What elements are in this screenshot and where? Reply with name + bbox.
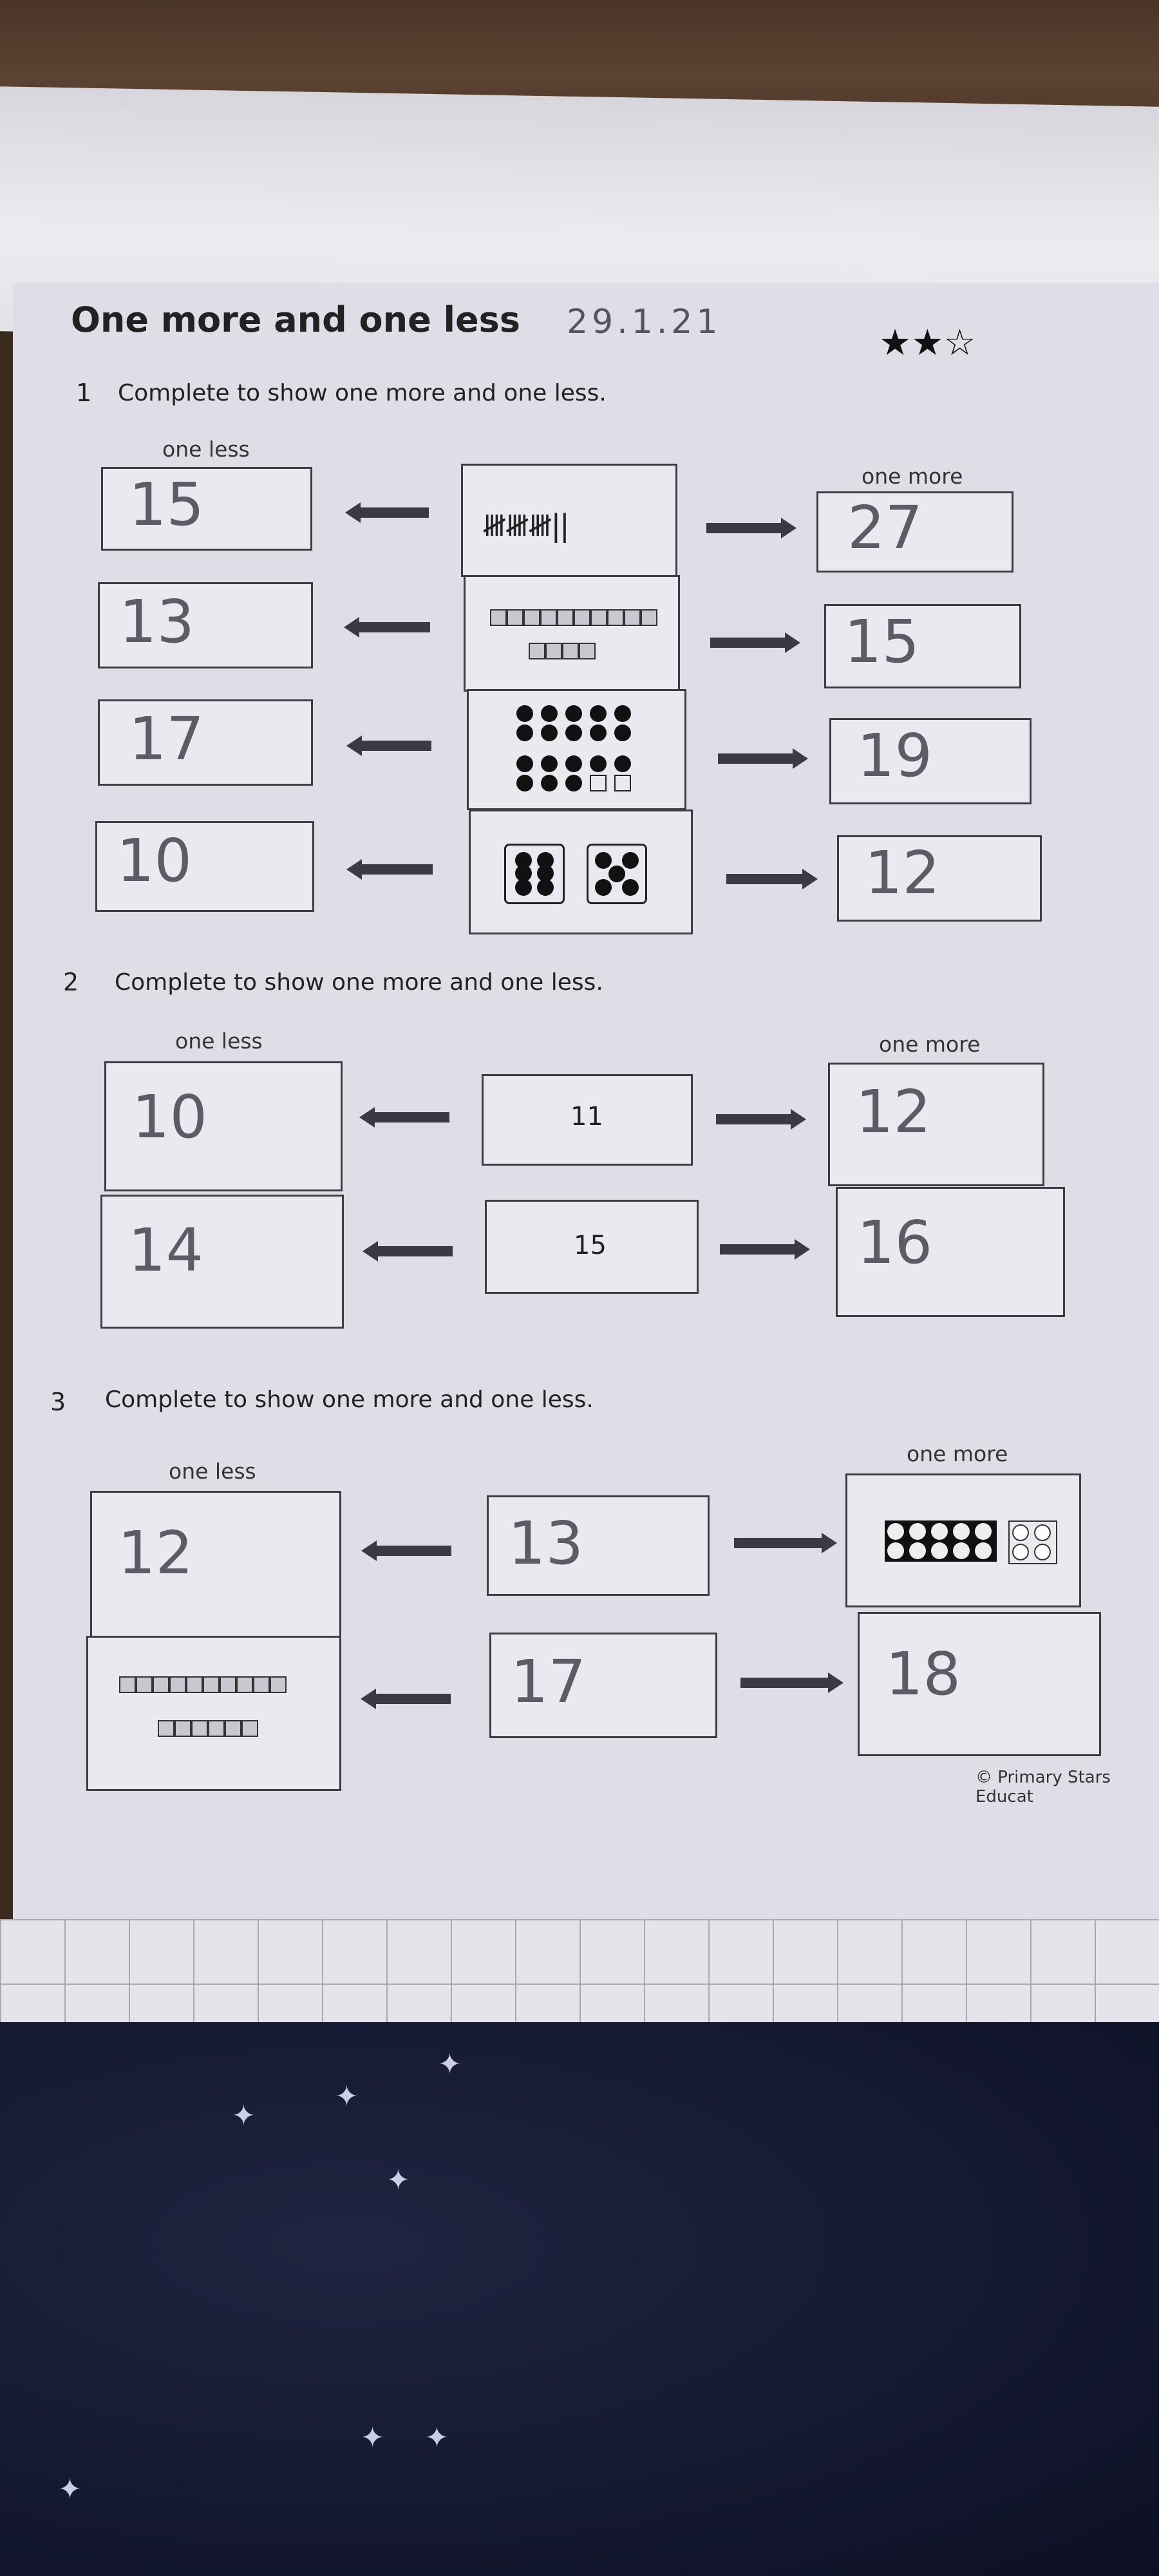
dice-five-icon xyxy=(587,844,647,904)
ten-frame xyxy=(885,1520,997,1562)
question-text: Complete to show one more and one less. xyxy=(115,969,603,996)
answer-box-more[interactable] xyxy=(816,491,1013,573)
ten-rod xyxy=(119,1676,287,1693)
one-more-label: one more xyxy=(907,1441,1008,1466)
answer-box-more[interactable] xyxy=(837,835,1042,922)
one-more-label: one more xyxy=(862,464,963,489)
answer-box-number[interactable] xyxy=(489,1633,717,1738)
difficulty-stars: ★★☆ xyxy=(879,322,976,364)
arrow-left-icon xyxy=(359,507,429,518)
answer-value: 10 xyxy=(117,826,193,895)
fabric-star-icon: ✦ xyxy=(58,2473,82,2506)
fabric-star-icon: ✦ xyxy=(386,2164,410,2197)
question-number: 1 xyxy=(76,379,92,407)
tally-marks: 𝍸𝍸𝍸|| xyxy=(482,508,569,543)
arrow-left-icon xyxy=(375,1694,451,1704)
page-title: One more and one less xyxy=(71,299,520,340)
answer-value: 13 xyxy=(508,1509,584,1578)
answer-value: 12 xyxy=(118,1519,194,1587)
dice-four-icon xyxy=(504,844,565,904)
answer-box-more[interactable] xyxy=(858,1612,1101,1756)
question-number: 2 xyxy=(63,968,79,996)
arrow-right-icon xyxy=(740,1678,829,1688)
number-box xyxy=(485,1200,699,1294)
arrow-right-icon xyxy=(726,874,804,884)
one-less-label: one less xyxy=(175,1028,263,1054)
answer-box-less[interactable] xyxy=(98,699,313,786)
one-less-label: one less xyxy=(162,437,250,462)
answer-box-less[interactable] xyxy=(101,467,312,551)
arrow-right-icon xyxy=(706,523,782,533)
answer-value: 13 xyxy=(119,587,195,656)
fabric-star-icon: ✦ xyxy=(232,2099,256,2132)
arrow-right-icon xyxy=(718,753,794,764)
ten-frame xyxy=(516,755,636,791)
question-text: Complete to show one more and one less. xyxy=(118,380,607,406)
fabric-star-icon: ✦ xyxy=(335,2080,359,2113)
handwritten-date: 29.1.21 xyxy=(567,303,722,341)
dice-picture xyxy=(469,810,693,934)
question-number: 3 xyxy=(50,1388,66,1416)
answer-value: 27 xyxy=(847,493,923,562)
arrow-left-icon xyxy=(361,741,431,751)
arrow-left-icon xyxy=(373,1112,449,1122)
arrow-right-icon xyxy=(710,638,786,648)
ten-frame-picture xyxy=(845,1473,1081,1607)
number-value: 15 xyxy=(574,1231,607,1260)
answer-value: 18 xyxy=(885,1640,961,1709)
tally-picture xyxy=(461,464,677,577)
answer-box-more[interactable] xyxy=(829,718,1032,804)
fabric-star-icon: ✦ xyxy=(361,2421,384,2454)
answer-box-less[interactable] xyxy=(104,1061,343,1191)
number-box xyxy=(482,1074,693,1166)
answer-box-number[interactable] xyxy=(487,1495,710,1596)
starry-fabric xyxy=(0,2022,1159,2576)
answer-box-more[interactable] xyxy=(828,1063,1044,1186)
arrow-left-icon xyxy=(361,864,433,875)
answer-value: 15 xyxy=(129,470,205,539)
answer-value: 14 xyxy=(128,1216,204,1285)
question-text: Complete to show one more and one less. xyxy=(105,1387,594,1413)
answer-box-less[interactable] xyxy=(98,582,313,668)
answer-value: 17 xyxy=(129,705,205,773)
arrow-left-icon xyxy=(358,622,430,632)
answer-box-less[interactable] xyxy=(90,1491,341,1642)
answer-box-less[interactable] xyxy=(95,821,314,912)
arrow-right-icon xyxy=(720,1244,796,1255)
answer-value: 19 xyxy=(857,721,933,790)
one-more-label: one more xyxy=(879,1032,981,1057)
answer-box-more[interactable] xyxy=(824,604,1021,688)
answer-value: 12 xyxy=(856,1077,932,1146)
fabric-star-icon: ✦ xyxy=(425,2421,449,2454)
base-ten-picture xyxy=(86,1636,341,1791)
unit-cubes xyxy=(529,643,596,659)
answer-value: 16 xyxy=(857,1208,933,1277)
one-less-label: one less xyxy=(169,1459,256,1484)
answer-value: 15 xyxy=(844,607,920,676)
answer-value: 10 xyxy=(132,1083,208,1151)
answer-value: 12 xyxy=(865,838,941,907)
copyright-text: © Primary Stars Educat xyxy=(975,1768,1111,1806)
unit-cubes xyxy=(158,1720,258,1737)
answer-value: 17 xyxy=(511,1647,587,1716)
arrow-left-icon xyxy=(375,1546,451,1556)
fabric-star-icon: ✦ xyxy=(438,2048,462,2081)
arrow-left-icon xyxy=(377,1246,453,1256)
base-ten-picture xyxy=(464,575,680,692)
arrow-right-icon xyxy=(716,1114,792,1124)
ten-frame-partial xyxy=(1008,1520,1057,1564)
answer-box-less[interactable] xyxy=(100,1195,344,1329)
arrow-right-icon xyxy=(734,1538,823,1548)
ten-frame xyxy=(516,705,636,741)
ten-rod xyxy=(490,609,657,626)
number-value: 11 xyxy=(570,1102,603,1132)
ten-frames-picture xyxy=(467,689,686,810)
answer-box-more[interactable] xyxy=(836,1187,1065,1317)
